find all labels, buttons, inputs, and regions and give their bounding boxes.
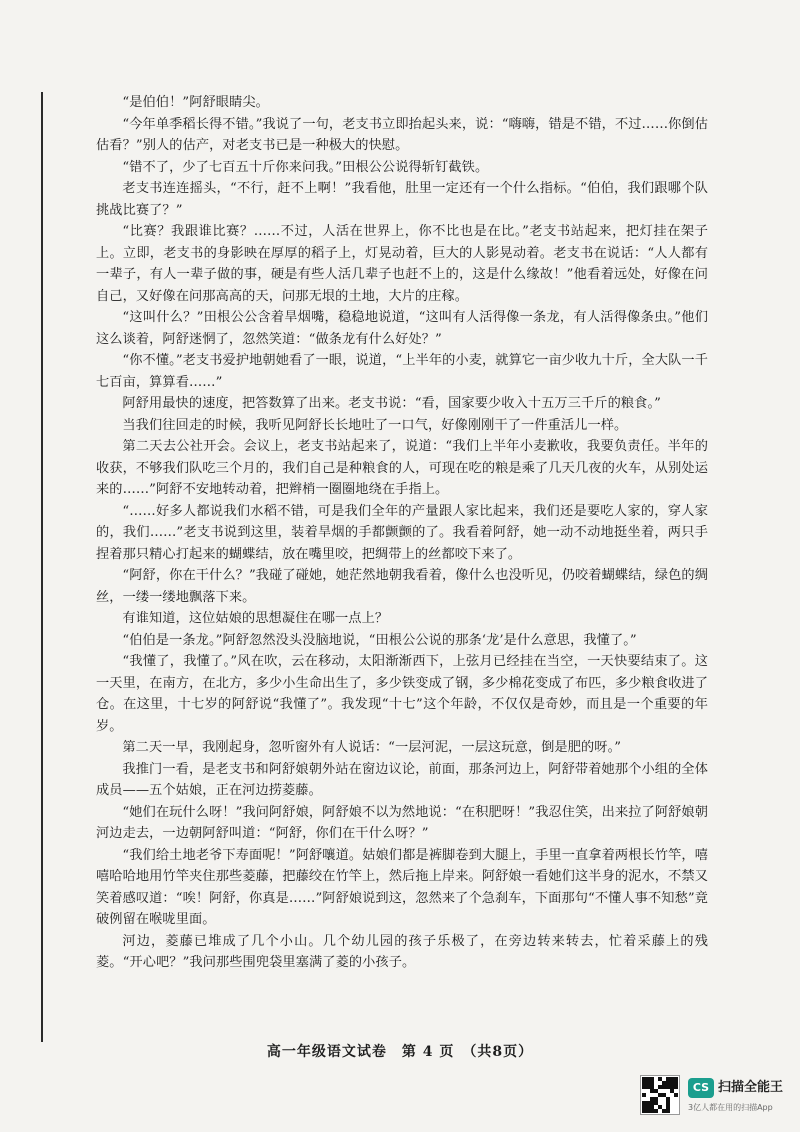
paragraph: “伯伯是一条龙。”阿舒忽然没头没脑地说，“田根公公说的那条‘龙’是什么意思，我懂了。” bbox=[122, 632, 637, 648]
paragraph: “她们在玩什么呀！”我问阿舒娘，阿舒娘不以为然地说：“在积肥呀！”我忍住笑，出来拉了阿舒娘朝河边走去，一边朝阿舒叫道：“阿舒，你们在干什么呀？” bbox=[96, 804, 708, 841]
binding-margin-line bbox=[41, 92, 43, 1042]
paragraph: 第二天一早，我刚起身，忽听窗外有人说话：“一层河泥，一层这玩意，倒是肥的呀。” bbox=[122, 740, 622, 755]
paragraph: 当我们往回走的时候，我听见阿舒长长地吐了一口气，好像刚刚干了一件重活儿一样。 bbox=[122, 417, 628, 433]
article-body bbox=[96, 92, 708, 974]
paragraph: 河边，菱藤已堆成了几个小山。几个幼儿园的孩子乐极了，在旁边转来转去，忙着采藤上的残菱。“开心吧？”我问那些围兜袋里塞满了菱的小孩子。 bbox=[96, 933, 708, 970]
paragraph: “你不懂。”老支书爱护地朝她看了一眼，说道，“上半年的小麦，就算它一亩少收九十斤，全大队一千七百亩，算算看……” bbox=[96, 353, 708, 390]
paragraph: 老支书连连摇头，“不行，赶不上啊！”我看他，肚里一定还有一个什么指标。“伯伯，我们跟哪个队挑战比赛了？” bbox=[96, 181, 708, 218]
paragraph: “错不了，少了七百五十斤你来问我。”田根公公说得斩钉截铁。 bbox=[122, 159, 489, 175]
paragraph: “我懂了，我懂了。”风在吹，云在移动，太阳渐渐西下，上弦月已经挂在当空，一天快要结束了。这一天里，在南方，在北方，多少小生命出生了，多少铁变成了钢，多少棉花变成了布匹，多少粮食收进了仓。在这里，十七岁的阿舒说“我懂了”。我发现“十七”这个年龄，不仅仅是奇妙，而且是一个重要的年岁。 bbox=[96, 654, 708, 734]
paragraph: “比赛？我跟谁比赛？……不过，人活在世界上，你不比也是在比。”老支书站起来，把灯挂在架子上。立即，老支书的身影映在厚厚的稻子上，灯晃动着，巨大的人影晃动着。老支书在说话：“人人都有一辈子，有人一辈子做的事，硬是有些人活几辈子也赶不上的，这是什么缘故！”他看着远处，好像在问自己，又好像在问那高高的天，问那无垠的土地，大片的庄稼。 bbox=[96, 224, 708, 304]
paragraph: “我们给土地老爷下寿面呢！”阿舒嚷道。姑娘们都是裤脚卷到大腿上，手里一直拿着两根长竹竿，嘻嘻哈哈地用竹竿夹住那些菱藤，把藤绞在竹竿上，然后拖上岸来。阿舒娘一看她们这半身的泥水，不禁又笑着感叹道：“唉！阿舒，你真是……”阿舒娘说到这，忽然来了个急刹车，下面那句“不懂人事不知愁”竟破例留在喉咙里面。 bbox=[96, 847, 709, 927]
paragraph: “阿舒，你在干什么？”我碰了碰她，她茫然地朝我看着，像什么也没听见，仍咬着蝴蝶结，绿色的绸丝，一缕一缕地飘落下来。 bbox=[96, 568, 708, 605]
paragraph: “是伯伯！”阿舒眼睛尖。 bbox=[122, 95, 269, 110]
scanner-brand: 扫描全能王 bbox=[718, 1080, 784, 1095]
camscanner-logo-icon: CS bbox=[688, 1078, 714, 1098]
qr-code-icon bbox=[640, 1075, 680, 1115]
paragraph: 阿舒用最快的速度，把答数算了出来。老支书说：“看，国家要少收入十五万三千斤的粮食。” bbox=[122, 396, 661, 411]
page-footer: 高一年级语文试卷 第 4 页 （共8页） bbox=[266, 1044, 534, 1060]
paragraph: 我推门一看，是老支书和阿舒娘朝外站在窗边议论，前面，那条河边上，阿舒带着她那个小组的全体成员——五个姑娘，正在河边捞菱藤。 bbox=[96, 761, 708, 798]
paragraph: 有谁知道，这位姑娘的思想凝住在哪一点上？ bbox=[122, 611, 389, 626]
scanner-watermark bbox=[640, 1075, 790, 1123]
paragraph: “今年单季稻长得不错。”我说了一句，老支书立即抬起头来，说：“嗨嗨，错是不错，不过……你倒估估看？”别人的估产，对老支书已是一种极大的快慰。 bbox=[96, 116, 708, 153]
paragraph: 第二天去公社开会。会议上，老支书站起来了，说道：“我们上半年小麦歉收，我要负责任。半年的收获，不够我们队吃三个月的，我们自己是种粮食的人，可现在吃的粮是乘了几天几夜的火车，从别处运来的……”阿舒不安地转动着，把辫梢一圈圈地绕在手指上。 bbox=[96, 439, 708, 497]
paragraph: “这叫什么？”田根公公含着旱烟嘴，稳稳地说道，“这叫有人活得像一条龙，有人活得像条虫。”他们这么谈着，阿舒迷惘了，忽然笑道：“做条龙有什么好处？” bbox=[96, 310, 708, 347]
paragraph: “……好多人都说我们水稻不错，可是我们全年的产量跟人家比起来，我们还是要吃人家的，穿人家的，我们……”老支书说到这里，装着旱烟的手都颤颤的了。我看着阿舒，她一动不动地挺坐着，两只手捏着那只精心打起来的蝴蝶结，放在嘴里咬，把绸带上的丝都咬下来了。 bbox=[96, 503, 708, 562]
scanner-tagline: 3亿人都在用的扫描App bbox=[688, 1103, 773, 1112]
